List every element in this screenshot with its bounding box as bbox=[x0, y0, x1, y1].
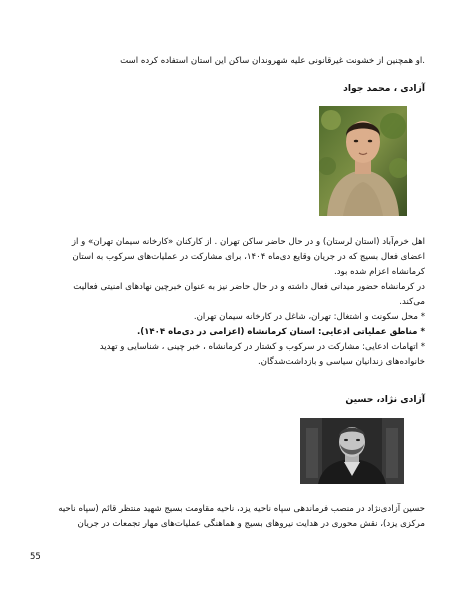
paragraph-line: کرمانشاه اعزام شده بود. bbox=[334, 267, 425, 277]
paragraph-line: اهل خرم‌آباد (استان لرستان) و در حال حاضر ساکن تهران . از کارکنان «کارخانه سیمان تهران» و از bbox=[71, 237, 425, 247]
portrait-photo-young-man bbox=[319, 106, 407, 216]
section-heading-azadi-nezhad-hossein: آزادی نژاد، حسین bbox=[345, 394, 425, 405]
bullet-item: خانواده‌های زندانیان سیاسی و بازداشت‌شدگان. bbox=[257, 357, 425, 367]
paragraph-line: مرکزی یزد)، نقش محوری در هدایت نیروهای بسیج و هماهنگی عملیات‌های مهار تجمعات در جریان bbox=[77, 519, 425, 529]
portrait-photo-young-man-icon bbox=[319, 106, 407, 216]
page-number: 55 bbox=[30, 552, 41, 562]
portrait-photo-uniformed-man bbox=[300, 418, 404, 484]
bullet-item: * مناطق عملیاتی ادعایی: استان کرمانشاه (اعزامی در دی‌ماه ۱۴۰۴). bbox=[136, 327, 425, 337]
paragraph-line: در کرمانشاه حضور میدانی فعال داشته و در حال حاضر نیز به عنوان خبرچین نهادهای امنیتی فعالیت bbox=[73, 282, 425, 292]
bullet-item: * اتهامات ادعایی: مشارکت در سرکوب و کشتار در کرمانشاه ، خبر چینی ، شناسایی و تهدید bbox=[99, 342, 425, 352]
bullet-item: * محل سکونت و اشتغال: تهران، شاغل در کارخانه سیمان تهران. bbox=[193, 312, 425, 322]
section-heading-azadi-mohammad-javad: آزادی ، محمد جواد bbox=[343, 83, 425, 94]
intro-line: .او همچنین از خشونت غیرقانونی علیه شهروندان ساکن این استان استفاده کرده است bbox=[120, 56, 425, 66]
portrait-photo-uniformed-man-icon bbox=[300, 418, 404, 484]
paragraph-line: حسین آزادی‌نژاد در منصب فرماندهی سپاه ناحیه یزد، ناحیه مقاومت بسیج شهید منتظر قائم (سپاه ناحیه bbox=[58, 504, 425, 514]
paragraph-line: می‌کند. bbox=[399, 297, 425, 307]
paragraph-line: اعضای فعال بسیج که در جریان وقایع دی‌ماه ۱۴۰۴، برای مشارکت در عملیات‌های سرکوب به استان bbox=[72, 252, 425, 262]
